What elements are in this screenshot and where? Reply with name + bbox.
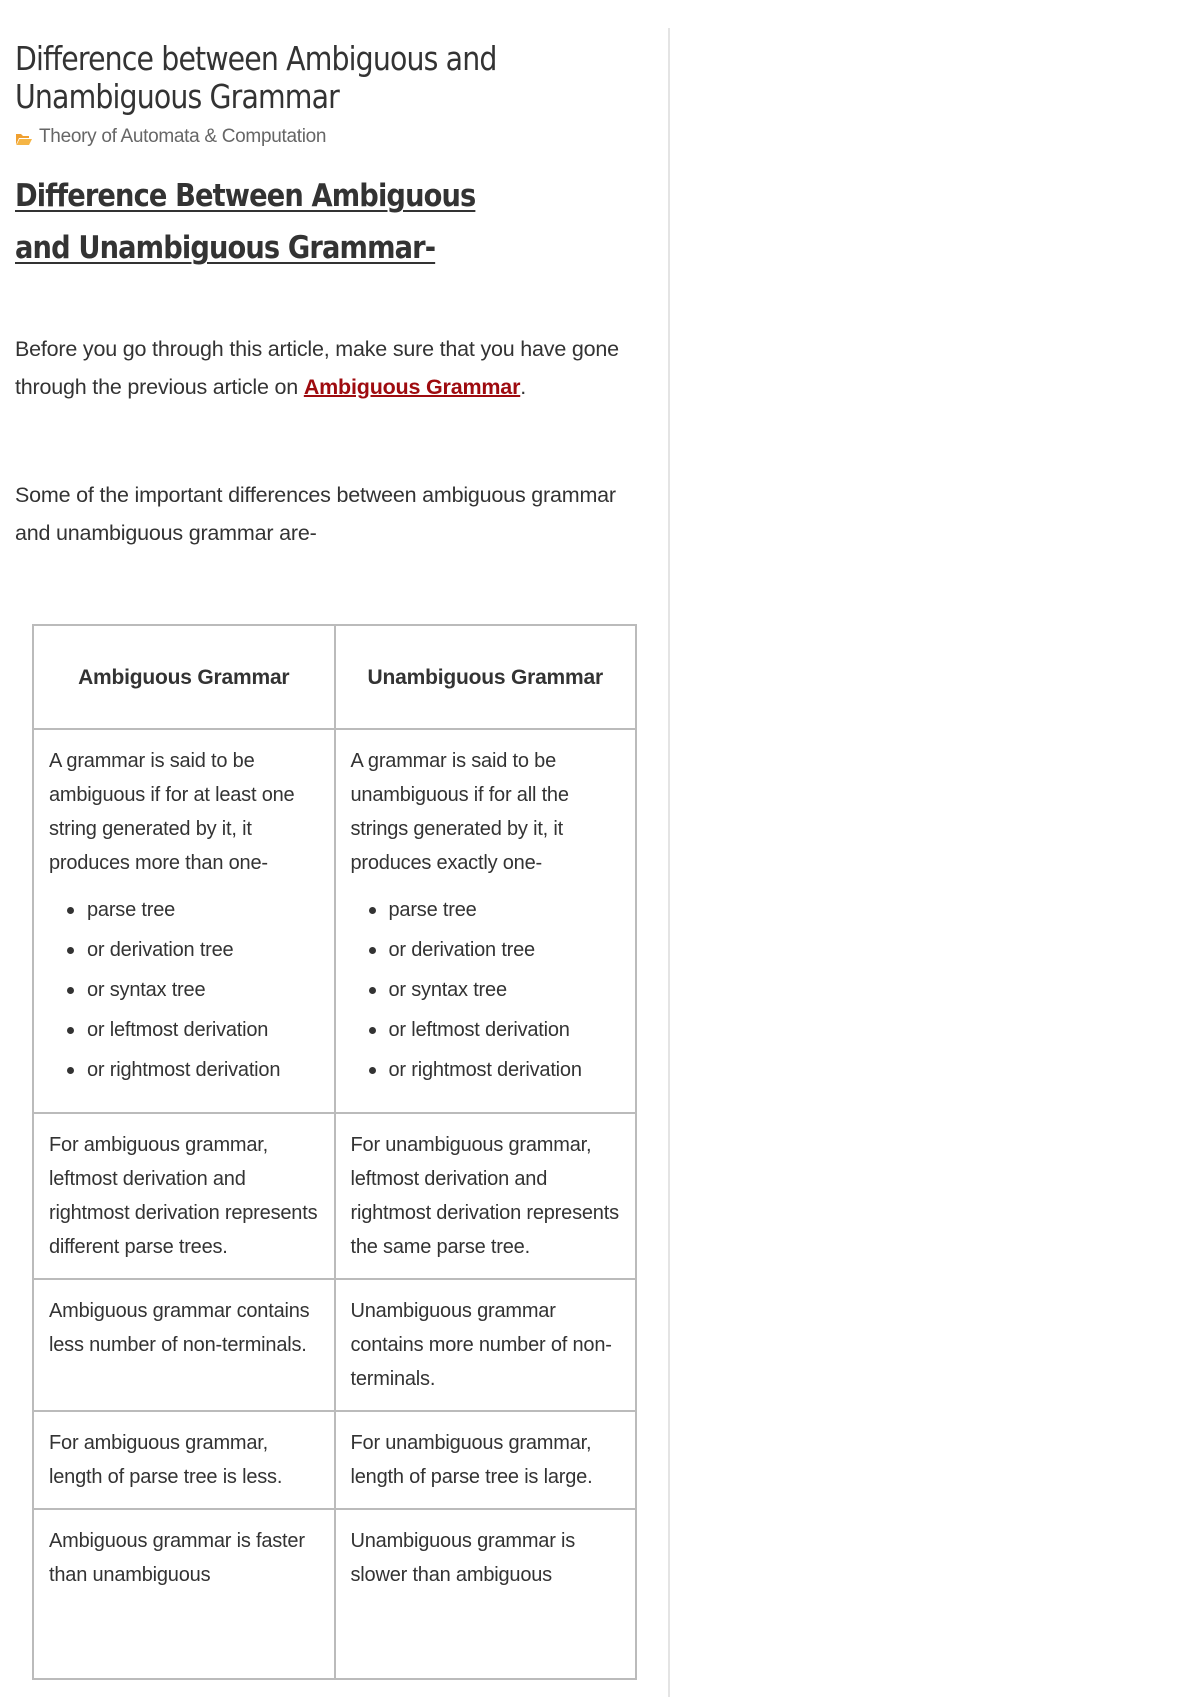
table-cell — [33, 1411, 335, 1509]
lead-paragraph: Some of the important differences between ambiguous grammar and unambiguous grammar are- — [15, 483, 616, 545]
list-item: parse tree — [87, 890, 320, 930]
table-cell — [335, 1411, 637, 1509]
table-row — [33, 1411, 636, 1509]
table-cell — [33, 1279, 335, 1411]
section-heading: Difference Between Ambiguous and Unambiguous Grammar- — [15, 178, 476, 266]
intro-paragraph — [15, 330, 645, 406]
list-item: or rightmost derivation — [389, 1050, 622, 1090]
table-cell — [335, 1279, 637, 1411]
table-header-row — [33, 625, 636, 729]
folder-open-icon — [15, 130, 33, 144]
table-cell — [335, 729, 637, 1113]
list-item: or leftmost derivation — [389, 1010, 622, 1050]
category-link[interactable] — [15, 126, 645, 148]
bullet-list — [351, 890, 622, 1090]
comparison-table — [32, 624, 637, 1680]
list-item: or derivation tree — [87, 930, 320, 970]
list-item: parse tree — [389, 890, 622, 930]
cell-text: For ambiguous grammar, length of parse tree is less. — [49, 1432, 283, 1488]
table-cell — [33, 729, 335, 1113]
cell-text: Unambiguous grammar is slower than ambiguous — [350, 1530, 576, 1586]
table-cell — [33, 1113, 335, 1279]
article-content — [15, 40, 645, 552]
list-item: or derivation tree — [389, 930, 622, 970]
table-row — [33, 1509, 636, 1679]
table-cell — [335, 1113, 637, 1279]
cell-text: For ambiguous grammar, leftmost derivation and rightmost derivation represents different parse trees. — [49, 1134, 318, 1258]
list-item: or syntax tree — [87, 970, 320, 1010]
list-item: or rightmost derivation — [87, 1050, 320, 1090]
category-label[interactable]: Theory of Automata & Computation — [39, 126, 327, 147]
list-item: or leftmost derivation — [87, 1010, 320, 1050]
table-cell — [335, 1509, 637, 1679]
ambiguous-grammar-link[interactable]: Ambiguous Grammar — [303, 375, 521, 399]
table-row — [33, 729, 636, 1113]
table-cell — [33, 1509, 335, 1679]
header-unambiguous: Unambiguous Grammar — [335, 625, 637, 729]
header-ambiguous: Ambiguous Grammar — [33, 625, 335, 729]
cell-text: A grammar is said to be unambiguous if for all the strings generated by it, it produces exactly one- — [350, 750, 569, 874]
table-row — [33, 1279, 636, 1411]
intro-text: Before you go through this article, make sure that you have gone through the previous article on — [15, 337, 619, 399]
table-row — [33, 1113, 636, 1279]
cell-text: Ambiguous grammar contains less number of non-terminals. — [49, 1300, 310, 1356]
intro-end: . — [520, 375, 527, 399]
list-item: or syntax tree — [389, 970, 622, 1010]
bullet-list — [49, 890, 320, 1090]
cell-text: For unambiguous grammar, length of parse tree is large. — [350, 1432, 593, 1488]
page-title: Difference between Ambiguous and Unambiguous Grammar — [15, 39, 497, 116]
cell-text: Ambiguous grammar is faster than unambiguous — [49, 1530, 305, 1586]
sidebar-divider — [668, 28, 670, 1697]
cell-text: A grammar is said to be ambiguous if for at least one string generated by it, it produces more than one- — [49, 750, 295, 874]
cell-text: Unambiguous grammar contains more number of non-terminals. — [350, 1300, 612, 1390]
cell-text: For unambiguous grammar, leftmost derivation and rightmost derivation represents the same parse tree. — [350, 1134, 619, 1258]
